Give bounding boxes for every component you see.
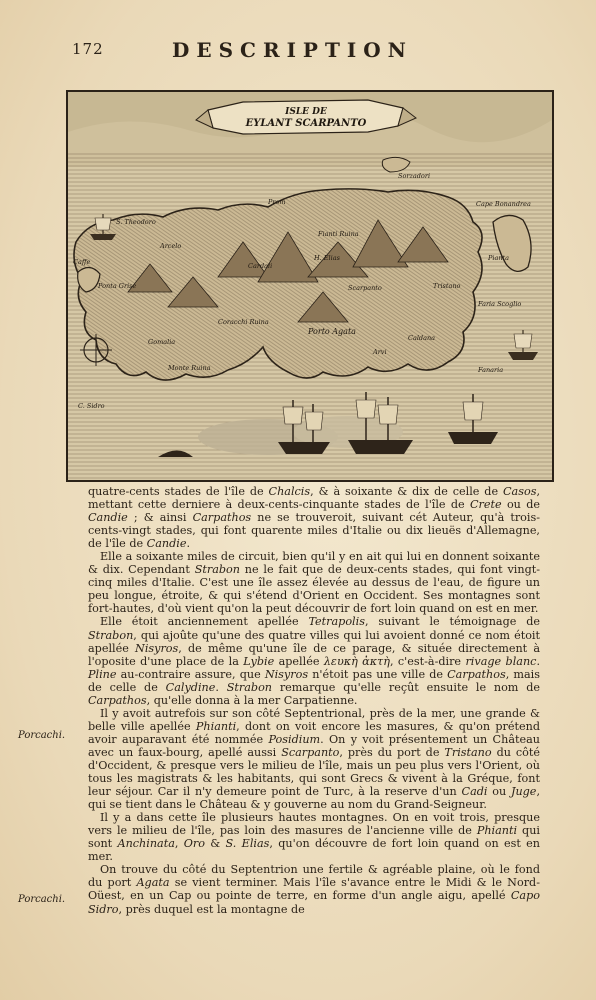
italic-term: Carpathos <box>88 693 147 707</box>
italic-term: Lybie <box>243 654 275 668</box>
map-label: Cardali <box>248 262 273 270</box>
paragraph: Elle a soixante miles de circuit, bien qu'il y en ait qui lui en donnent soixante & dix. Cependant Strabon ne le fait que de deux-cents stades, qui font vingt-cinq miles d'Italie. C'est une île assez élevée au dessus de l'eau, de figure un peu longue, étroite, & qui s'étend d'Orient en Occident. Ses montagnes sont fort-hautes, d'où vient qu'on la peut découvrir de fort loin quand on est en mer. <box>88 550 541 616</box>
map-label: S. Theodoro <box>116 218 156 226</box>
italic-term: Posidium <box>268 732 321 746</box>
cartouche-line-1: ISLE DE <box>285 107 327 117</box>
italic-term: Carpathos <box>192 511 252 525</box>
map-label: Pianta <box>488 254 510 262</box>
italic-term: Nisyros <box>135 641 179 655</box>
map-label: Scarpanto <box>348 284 382 292</box>
map-label: Porto Agata <box>308 327 356 336</box>
map-label: Caldana <box>408 334 436 342</box>
paragraph: quatre-cents stades de l'île de Chalcis, & à soixante & dix de celle de Casos, mettant cette derniere à deux-cents-cinquante stades de l'île de Crete ou de Candie ; & ainsi Carpathos ne se trouveroit, suivant cét Auteur, qu'à trois-cents-vingt stades, qui font quarente miles d'Italie ou dix lieuës d'Allemagne, de l'île de Candie. <box>88 485 541 551</box>
paragraph: Elle étoit anciennement apellée Tetrapolis, suivant le témoignage de Strabon, qui ajoûte qu'une des quatre villes qui lui avoient donné ce nom étoit apellée Nisyros, de même qu'une île de ce parage, & située directement à l'oposite d'une place de la Lybie apellée λευκὴ ἀκτὴ, c'est-à-dire rivage blanc. Pline au-contraire assure, que Nisyros n'étoit pas une ville de Carpathos, mais de celle de Calydine. Strabon remarque qu'elle reçût ensuite le nom de Carpathos, qu'elle donna à la mer Carpatienne. <box>88 615 541 707</box>
italic-term: Tetrapolis <box>308 615 365 629</box>
italic-term: Strabon <box>88 628 134 642</box>
map-label: H. Elias <box>314 254 340 262</box>
map-label: Ponta Grise <box>98 282 137 290</box>
map-illustration <box>68 92 552 480</box>
italic-term: S. Elias <box>225 837 270 851</box>
paragraph: Il y a dans cette île plusieurs hautes montagnes. On en voit trois, presque vers le milieu de l'île, pas loin des masures de l'ancienne ville de Phianti qui sont Anchinata, Oro & S. Elias, qu'on découvre de fort loin quand on est en mer. <box>88 811 540 864</box>
map-label: Tristano <box>433 282 461 290</box>
italic-term: Oro <box>183 837 205 851</box>
italic-term: Scarpanto <box>281 745 340 759</box>
italic-term: Casos <box>503 485 537 498</box>
italic-term: Tristano <box>444 745 492 759</box>
paragraph: On trouve du côté du Septentrion une fertile & agréable plaine, où le fond du port Agata se vient terminer. Mais l'île s'avance entre le Midi & le Nord-Oüest, en un Cap ou pointe de terre, en forme d'un angle aigu, apellé Capo Sidro, près duquel est la montagne de <box>88 863 540 916</box>
map-label: Sorzadori <box>398 172 431 180</box>
engraved-map-of-scarpanto <box>66 90 554 482</box>
map-label: Faria Scoglio <box>478 300 522 308</box>
map-label: Fanaria <box>478 366 504 374</box>
italic-term: Strabon <box>194 563 240 577</box>
italic-term: Anchinata <box>117 837 175 851</box>
italic-term: Nisyros <box>264 667 309 681</box>
map-label: C. Sidro <box>78 402 105 410</box>
map-label: Prom <box>268 198 286 206</box>
paragraph: Il y avoit autrefois sur son côté Septentrional, près de la mer, une grande & belle ville apellée Phianti, dont on voit encore les masures, & qu'on prétend avoir auparavant été nommée Posidium. On y voit présentement un Château avec un faux-bourg, apellé aussi Scarpanto, près du port de Tristano du côté d'Occident, & presque vers le milieu de l'île, mais un peu plus vers l'Orient, où tous les magistrats & les habitants, qui sont Grecs & vivent à la Gréque, font leur séjour. Car il n'y demeure point de Turc, à la reserve d'un Cadi ou Juge, qui se tient dans le Château & y gouverne au nom du Grand-Seigneur. <box>88 706 540 812</box>
map-label: Monte Ruina <box>168 364 211 372</box>
italic-term: rivage blanc <box>465 654 537 668</box>
italic-term: Strabon <box>226 680 273 694</box>
margin-note: Porcachi. <box>18 894 66 905</box>
map-label: Arcelo <box>160 242 182 250</box>
italic-term: Phianti <box>476 824 518 838</box>
body-text <box>88 485 540 916</box>
map-label: Coracchi Ruina <box>218 318 269 326</box>
italic-term: Cadi <box>461 785 488 799</box>
italic-term: Pline <box>88 667 117 681</box>
map-label: Fianti Ruina <box>318 230 359 238</box>
italic-term: Chalcis <box>268 485 311 498</box>
map-cartouche <box>196 100 416 134</box>
italic-term: Candie <box>88 511 128 525</box>
cartouche-line-2: EYLANT SCARPANTO <box>245 118 367 129</box>
map-label: Cape Bonandrea <box>476 200 531 208</box>
margin-note: Porcachi. <box>18 730 66 741</box>
italic-term: Capo Sidro <box>88 889 540 916</box>
running-head-title: DESCRIPTION <box>172 38 413 62</box>
italic-term: Phianti <box>195 719 237 733</box>
map-label: Arvi <box>373 348 387 356</box>
italic-term: Calydine <box>165 680 216 694</box>
map-label: Gomalia <box>148 338 176 346</box>
page-number: 172 <box>72 40 104 58</box>
map-label: Caffe <box>73 258 91 266</box>
italic-term: Juge <box>510 785 537 799</box>
italic-term: Crete <box>469 498 502 512</box>
italic-term: λευκὴ ἀκτὴ <box>323 654 390 668</box>
italic-term: Candie <box>146 537 187 551</box>
italic-term: Agata <box>136 876 170 890</box>
italic-term: Carpathos <box>447 667 506 681</box>
